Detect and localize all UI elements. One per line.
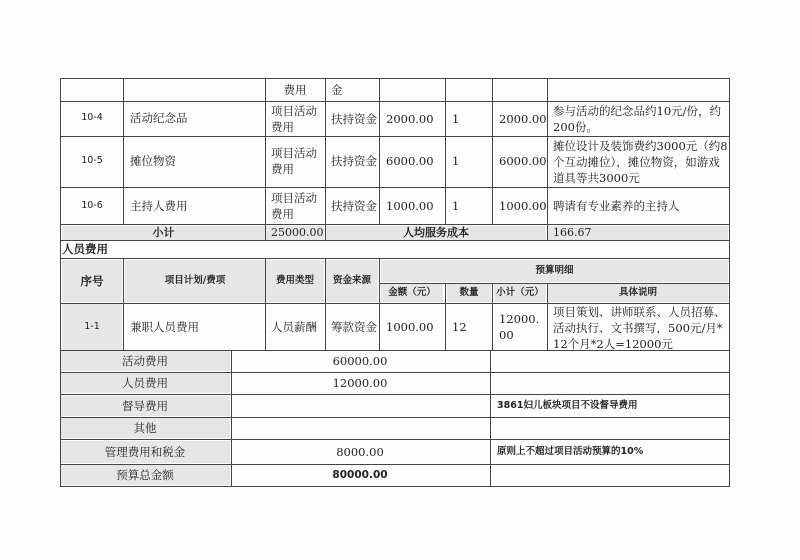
summary-label-total: 预算总金额 <box>60 465 230 485</box>
summary-note-total <box>492 465 728 485</box>
subtotal-label: 小计 <box>62 226 265 240</box>
row-1-1-no: 1-1 <box>62 304 122 350</box>
grid-line <box>265 78 266 240</box>
summary-label-personnel: 人员费用 <box>60 373 230 393</box>
grid-line <box>265 258 266 350</box>
subtotal-value: 25000.00 <box>266 226 324 240</box>
grid-line <box>60 417 730 418</box>
header-source: 资金来源 <box>326 260 378 302</box>
summary-label-supervision: 督导费用 <box>60 396 230 416</box>
header-no: 序号 <box>62 260 122 302</box>
row-10-4-qty: 1 <box>452 112 460 126</box>
row-1-1-amount: 1000.00 <box>386 320 434 334</box>
row-10-4-type: 项目活动费用 <box>271 104 317 134</box>
summary-note-activity <box>492 351 728 371</box>
grid-line <box>60 350 730 351</box>
summary-note-other <box>492 418 728 438</box>
summary-value-total: 80000.00 <box>332 469 388 481</box>
summary-value-supervision <box>232 396 488 416</box>
summary-label-management: 管理费用和税金 <box>60 441 230 463</box>
summary-note-supervision: 3861妇儿板块项目不设督导费用 <box>497 400 638 411</box>
grid-line <box>729 78 730 486</box>
summary-note-personnel <box>492 373 728 393</box>
row-10-6-no: 10-6 <box>81 200 103 211</box>
row-10-4-desc: 参与活动的纪念品约10元/份，约200份。 <box>553 104 722 134</box>
row-10-5-desc: 摊位设计及装饰费约3000元（约8个互动摊位），摊位物资，如游戏道具等共3000元 <box>553 139 728 185</box>
summary-value-activity: 60000.00 <box>332 354 388 368</box>
grid-line <box>379 78 380 224</box>
grid-line <box>60 187 730 188</box>
grid-line <box>379 283 730 284</box>
grid-line <box>325 78 326 240</box>
row-10-6-qty: 1 <box>452 199 460 213</box>
summary-label-activity: 活动费用 <box>60 351 230 371</box>
grid-line <box>60 464 730 465</box>
grid-line <box>547 283 548 350</box>
grid-line <box>547 78 548 240</box>
row-10-4-amount: 2000.00 <box>386 112 434 126</box>
header-amount: 金额（元） <box>381 284 443 302</box>
row-10-6-amount: 1000.00 <box>386 199 434 213</box>
grid-line <box>60 101 730 102</box>
grid-line <box>123 258 124 350</box>
row-10-4-source: 扶持资金 <box>331 112 377 126</box>
header-detail: 预算明细 <box>381 260 728 282</box>
grid-line <box>231 350 232 486</box>
grid-line <box>379 258 380 350</box>
avg-cost-value: 166.67 <box>548 226 728 240</box>
grid-line <box>60 372 730 373</box>
row-1-1-item: 兼职人员费用 <box>130 320 199 334</box>
row-1-1-type: 人员薪酬 <box>271 320 317 334</box>
row-10-5-subtotal: 6000.00 <box>499 154 547 168</box>
row-1-1-source: 筹款资金 <box>331 320 377 334</box>
grid-line <box>60 78 61 486</box>
grid-line <box>60 439 730 440</box>
grid-line <box>445 78 446 224</box>
grid-line <box>60 136 730 137</box>
row-1-1-qty: 12 <box>452 320 467 334</box>
summary-label-other: 其他 <box>60 418 230 438</box>
summary-value-other <box>232 418 488 438</box>
grid-line <box>60 486 730 487</box>
section-title-personnel: 人员费用 <box>62 242 108 256</box>
header-qty: 数量 <box>447 284 491 302</box>
row-10-5-item: 摊位物资 <box>130 154 176 168</box>
grid-line <box>325 258 326 350</box>
grid-line <box>60 240 730 241</box>
row-10-6-desc: 聘请有专业素养的主持人 <box>553 199 680 213</box>
grid-line <box>492 283 493 350</box>
grid-line <box>60 78 730 79</box>
grid-line <box>60 258 730 259</box>
row-10-4-item: 活动纪念品 <box>130 111 188 125</box>
cont-type: 费用 <box>283 83 307 97</box>
avg-cost-label: 人均服务成本 <box>326 226 546 240</box>
row-10-4-subtotal: 2000.00 <box>499 112 547 126</box>
grid-line <box>490 350 491 486</box>
row-10-5-amount: 6000.00 <box>386 154 434 168</box>
row-10-5-no: 10-5 <box>81 155 103 166</box>
summary-value-personnel: 12000.00 <box>332 376 388 390</box>
summary-value-management: 8000.00 <box>336 445 384 459</box>
summary-note-management: 原则上不超过项目活动预算的10% <box>497 446 644 457</box>
row-10-5-type: 项目活动费用 <box>271 146 317 176</box>
grid-line <box>60 303 730 304</box>
cont-source: 金 <box>331 83 343 97</box>
row-10-5-source: 扶持资金 <box>331 154 377 168</box>
header-item: 项目计划/费项 <box>125 260 265 302</box>
row-10-6-source: 扶持资金 <box>331 199 377 213</box>
grid-line <box>60 224 730 225</box>
grid-line <box>492 78 493 224</box>
grid-line <box>123 78 124 224</box>
row-10-5-qty: 1 <box>452 154 460 168</box>
header-subtotal: 小计（元） <box>494 284 546 302</box>
row-10-6-type: 项目活动费用 <box>271 191 317 221</box>
grid-line <box>445 283 446 350</box>
row-10-4-no: 10-4 <box>81 112 103 123</box>
row-1-1-desc: 项目策划、讲师联系、人员招募、活动执行、文书撰写，500元/月*12个月*2人=12000元 <box>553 305 726 351</box>
grid-line <box>60 394 730 395</box>
row-10-6-item: 主持人费用 <box>130 199 188 213</box>
header-desc: 具体说明 <box>548 284 728 302</box>
row-10-6-subtotal: 1000.00 <box>499 199 547 213</box>
header-type: 费用类型 <box>266 260 324 302</box>
row-1-1-subtotal: 12000.00 <box>499 312 540 342</box>
